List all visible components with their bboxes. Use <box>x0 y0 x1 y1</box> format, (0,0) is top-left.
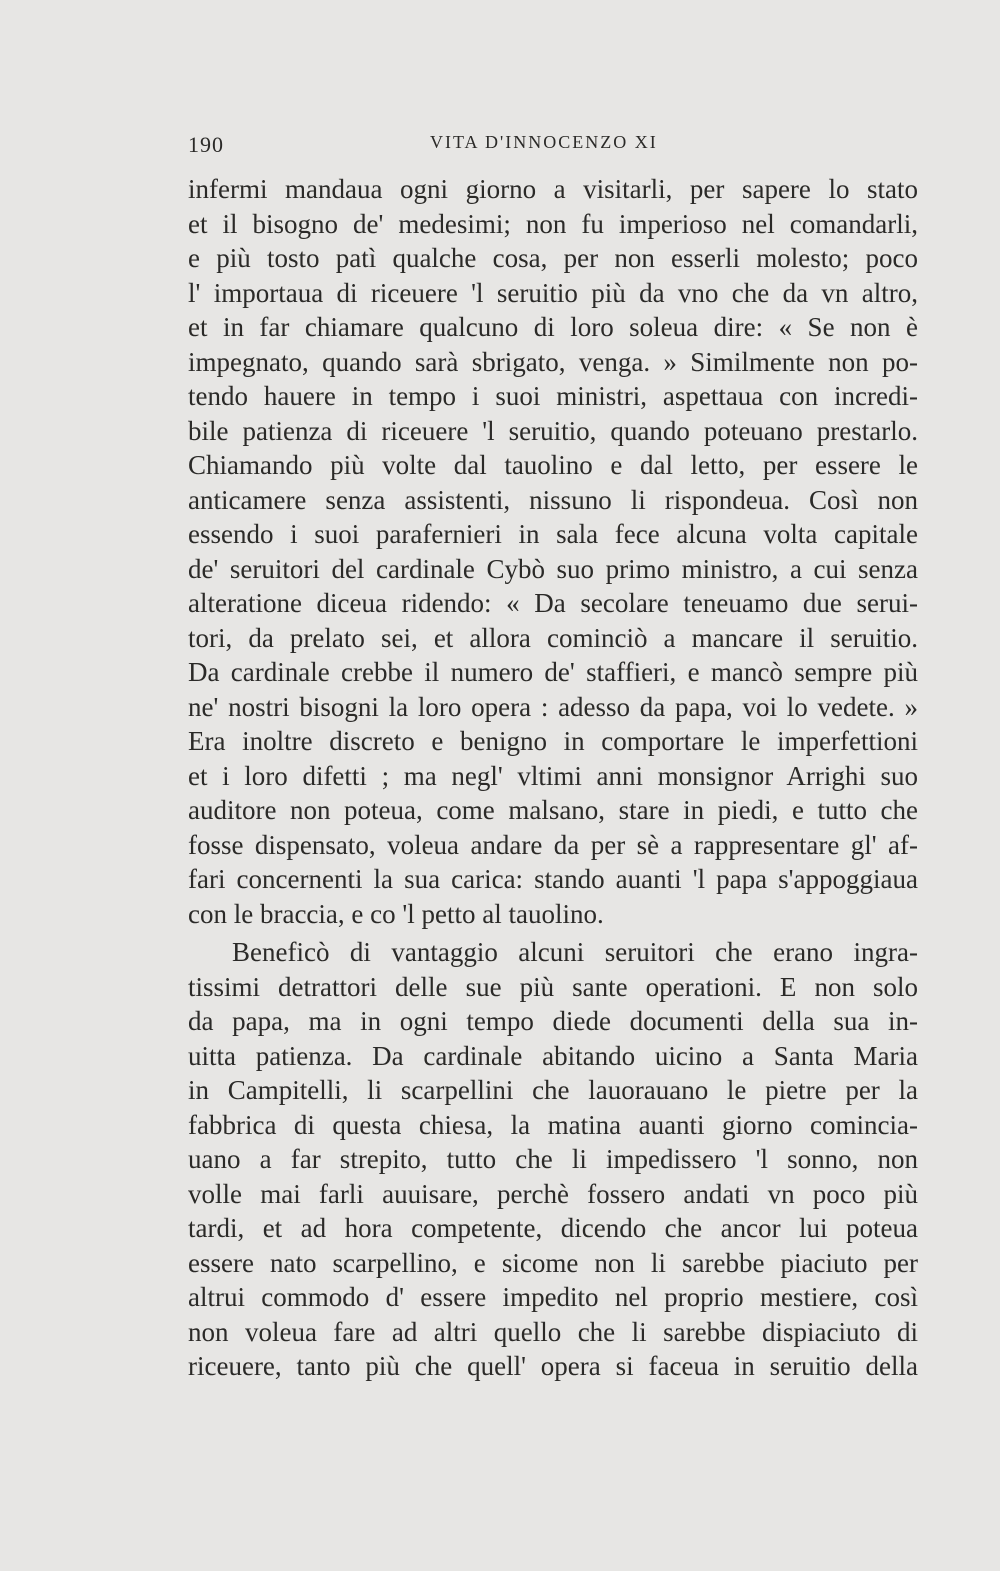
text-line: fari concernenti la sua carica: stando auanti 'l papa s'appoggiaua <box>188 864 918 894</box>
text-line: infermi mandaua ogni giorno a visitarli, per sapere lo stato <box>188 174 918 204</box>
text-line: uano a far strepito, tutto che li impedissero 'l sonno, non <box>188 1144 918 1174</box>
text-line: non voleua fare ad altri quello che li sarebbe dispiaciuto di <box>188 1316 918 1347</box>
text-line: et il bisogno de' medesimi; non fu imperioso nel comandarli, <box>188 208 918 239</box>
text-line: de' seruitori del cardinale Cybò suo primo ministro, a cui senza <box>188 553 918 584</box>
text-line: e più tosto patì qualche cosa, per non esserli molesto; poco <box>188 243 918 273</box>
paragraph <box>188 935 918 1384</box>
text-line: da papa, ma in ogni tempo diede documenti della sua in- <box>188 1006 918 1036</box>
text-line: volle mai farli auuisare, perchè fossero andati vn poco più <box>188 1178 918 1209</box>
text-line: Da cardinale crebbe il numero de' staffieri, e mancò sempre più <box>188 657 918 687</box>
text-line: Beneficò di vantaggio alcuni seruitori che erano ingra- <box>232 937 918 967</box>
page-number: 190 <box>188 132 224 157</box>
text-line: Chiamando più volte dal tauolino e dal letto, per essere le <box>188 450 918 480</box>
text-line: riceuere, tanto più che quell' opera si faceua in seruitio della <box>188 1351 918 1381</box>
text-line: con le braccia, e co 'l petto al tauolino. <box>188 898 604 929</box>
text-line: fosse dispensato, voleua andare da per sè a rappresentare gl' af- <box>188 829 918 860</box>
text-line: tissimi detrattori delle sue più sante operationi. E non solo <box>188 971 918 1002</box>
text-line: uitta patienza. Da cardinale abitando uicino a Santa Maria <box>188 1040 918 1071</box>
text-line: essendo i suoi parafernieri in sala fece alcuna volta capitale <box>188 519 918 549</box>
text-line: bile patienza di riceuere 'l seruitio, quando poteuano prestarlo. <box>188 415 918 446</box>
text-line: Era inoltre discreto e benigno in comportare le imperfettioni <box>188 726 918 756</box>
text-line: fabbrica di questa chiesa, la matina auanti giorno comincia- <box>188 1109 918 1140</box>
running-head <box>188 132 918 162</box>
text-line: auditore non poteua, come malsano, stare in piedi, e tutto che <box>188 795 918 825</box>
text-line: tori, da prelato sei, et allora cominciò a mancare il seruitio. <box>188 622 918 653</box>
text-line: in Campitelli, li scarpellini che lauorauano le pietre per la <box>188 1075 918 1105</box>
text-line: l' importaua di riceuere 'l seruitio più da vno che da vn altro, <box>188 277 918 308</box>
body-text <box>188 172 918 1384</box>
text-line: anticamere senza assistenti, nissuno li rispondeua. Così non <box>188 484 918 515</box>
text-line: tendo hauere in tempo i suoi ministri, aspettaua con incredi- <box>188 381 918 411</box>
text-line: tardi, et ad hora competente, dicendo che ancor lui poteua <box>188 1213 918 1243</box>
text-line: ne' nostri bisogni la loro opera : adesso da papa, voi lo vedete. » <box>188 691 918 722</box>
text-line: et in far chiamare qualcuno di loro soleua dire: « Se non è <box>188 312 918 342</box>
text-line: essere nato scarpellino, e sicome non li sarebbe piaciuto per <box>188 1247 918 1278</box>
text-line: alteratione diceua ridendo: « Da secolare teneuamo due serui- <box>188 588 918 618</box>
text-line: impegnato, quando sarà sbrigato, venga. » Similmente non po- <box>188 346 918 377</box>
text-line: et i loro difetti ; ma negl' vltimi anni monsignor Arrighi suo <box>188 760 918 791</box>
text-line: altrui commodo d' essere impedito nel proprio mestiere, così <box>188 1282 918 1312</box>
paragraph <box>188 172 918 931</box>
running-title: VITA D'INNOCENZO XI <box>430 132 658 152</box>
